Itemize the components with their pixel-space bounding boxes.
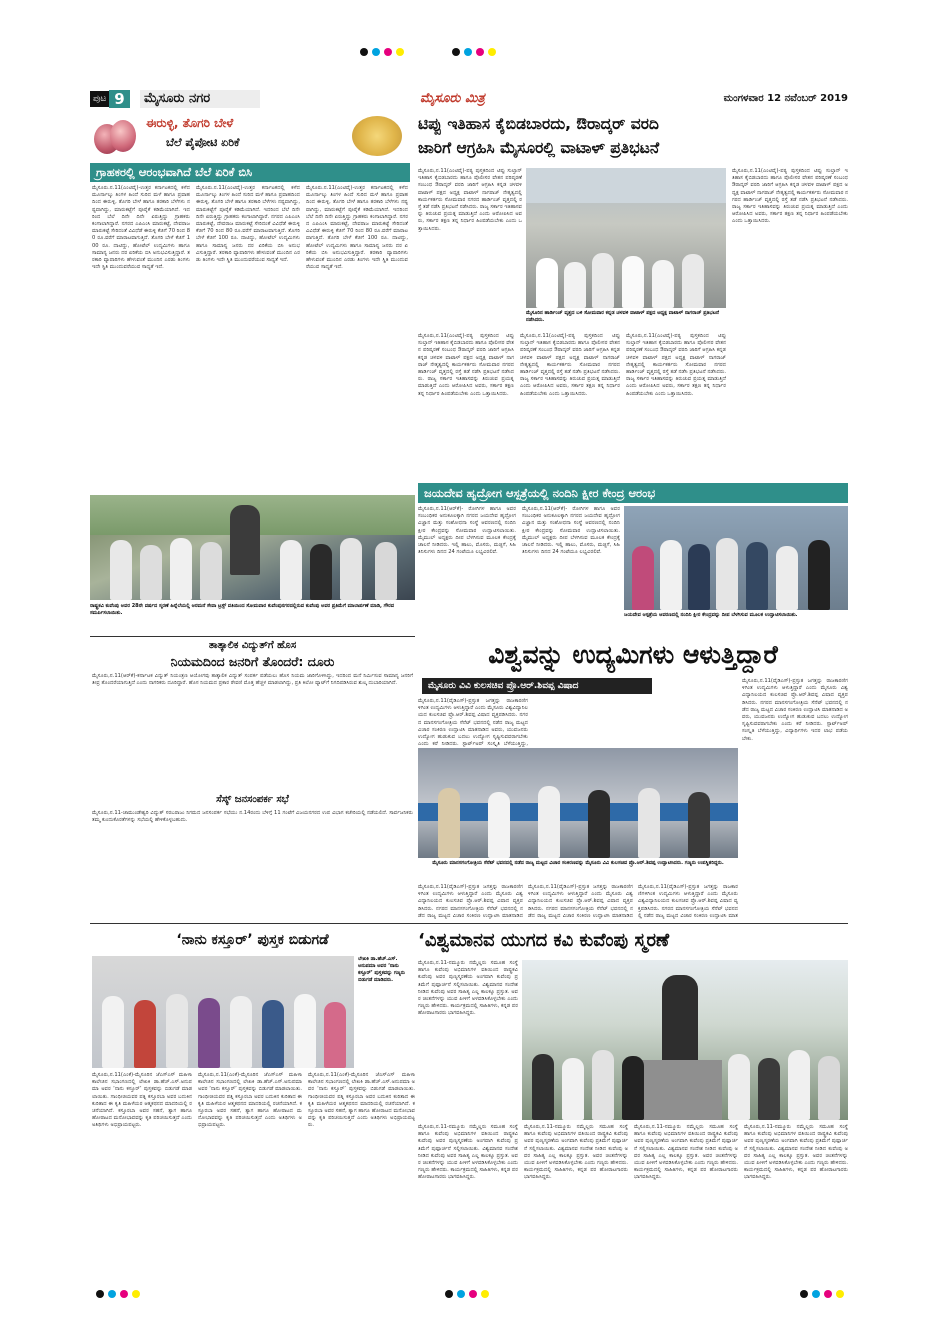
kuvempu-body-col4: ಮೈಸೂರು,ನ.11-ನಮ್ಮೂರು ನಮ್ಮೆಲ್ಲರು ಸಮೂಹ ಸಂಸ್ಥೆ ಹಾಗೂ ಕುವೆಂಪು ಅಭಿಮಾನಿಗಳ ವತಿಯಿಂದ ರಾಷ್ಟ್ರಕವಿ ಕುವೆಂಪು ಅವರ ಪುಣ್ಯಸ್ಮರಣೆಯ ಅಂಗವಾಗಿ ಕುವೆಂಪು ಪ್ರತಿಮೆಗೆ ಪುಷ್ಪಾರ್ಚನೆ ಸಲ್ಲಿಸಲಾಯಿತು. ವಿಶ್ವಮಾನವ ಸಂದೇಶ ನೀಡಿದ ಕುವೆಂಪು ಅವರ ಸಾಹಿತ್ಯ ಎಲ್ಲ ಕಾಲಕ್ಕೂ ಪ್ರಸ್ತುತ. ಅವರ ಚಿಂತನೆಗಳನ್ನು ಯುವ ಪೀಳಿಗೆ ಅಳವಡಿಸಿಕೊಳ್ಳಬೇಕು ಎಂದು ಗಣ್ಯರು ಹೇಳಿದರು. ಕಾರ್ಯಕ್ರಮದಲ್ಲಿ ಸಾಹಿತಿಗಳು, ಕನ್ನಡ ಪರ ಹೋರಾಟಗಾರರು ಭಾಗವಹಿಸಿದ್ದರು.	[634, 1124, 738, 1181]
kuvempu-tribute-photo	[90, 495, 415, 600]
divider	[90, 923, 848, 924]
jayadeva-body-col1: ಮೈಸೂರು,ನ.11(ಆರ್‌ಕೆ)- ರೋಗಿಗಳ ಹಾಗೂ ಅವರ ಸಂಬಂಧಿಕರ ಅನುಕೂಲಕ್ಕಾಗಿ ನಗರದ ಜಯದೇವ ಹೃದ್ರೋಗ ವಿಜ್ಞಾನ ಮತ್ತು ಸಂಶೋಧನಾ ಸಂಸ್ಥೆ ಆವರಣದಲ್ಲಿ ನಂದಿನಿ ಕ್ಷೀರ ಕೇಂದ್ರವನ್ನು ಸೋಮವಾರ ಉದ್ಘಾಟಿಸಲಾಯಿತು. ಮೈಮುಲ್ ಅಧ್ಯಕ್ಷರು ದೀಪ ಬೆಳಗಿಸುವ ಮೂಲಕ ಕೇಂದ್ರಕ್ಕೆ ಚಾಲನೆ ನೀಡಿದರು. ಇಲ್ಲಿ ಹಾಲು, ಮೊಸರು, ಮಜ್ಜಿಗೆ, ಸಿಹಿ ತಿನಿಸುಗಳು ದಿನದ 24 ಗಂಟೆಯೂ ಲಭ್ಯವಿರಲಿವೆ.	[418, 506, 516, 556]
tipu-headline-line1: ಟಿಪ್ಪು ಇತಿಹಾಸ ಕೈಬಿಡಬಾರದು, ಔರಾದ್ಕರ್ ವರದಿ	[418, 115, 659, 133]
jayadeva-headline: ಜಯದೇವ ಹೃದ್ರೋಗ ಆಸ್ಪತ್ರೆಯಲ್ಲಿ ನಂದಿನಿ ಕ್ಷೀರ ಕೇಂದ್ರ ಆರಂಭ	[418, 483, 848, 503]
entrepreneurs-body-col2: ಮೈಸೂರು,ನ.11(ವೈಡಿಎಸ್)-ಪ್ರಸ್ತುತ ಜಗತ್ತನ್ನು ರಾಜಕಾರಣಿಗಳಿಗಿಂತ ಉದ್ಯಮಿಗಳು ಆಳುತ್ತಿದ್ದಾರೆ ಎಂದು ಮೈಸೂರು ವಿಶ್ವವಿದ್ಯಾನಿಲಯದ ಕುಲಸಚಿವ ಪ್ರೊ.ಆರ್.ಶಿವಪ್ಪ ವಿಷಾದ ವ್ಯಕ್ತಪಡಿಸಿದರು. ನಗರದ ಮಾನಸಗಂಗೋತ್ರಿಯ ಸೆನೆಟ್ ಭವನದಲ್ಲಿ ನಡೆದ ರಾಜ್ಯ ಮಟ್ಟದ ವಿಚಾರ ಸಂಕಿರಣ ಉದ್ಘಾಟಿಸಿ ಮಾತನಾಡಿದ ಅವರು, ಯುವಜನರು ಉದ್ಯೋಗ ಹುಡುಕುವ ಬದಲು ಉದ್ಯೋಗ ಸೃಷ್ಟಿಸುವವರಾಗಬೇಕು ಎಂದು ಕರೆ ನೀಡಿದರು. ಸ್ಟಾರ್ಟ್‌ಅಪ್ ಸಂಸ್ಕೃತಿ ಬೆಳೆಯುತ್ತಿದ್ದು, ವಿದ್ಯಾರ್ಥಿಗಳು ಇದರ ಲಾಭ ಪಡೆಯಬೇಕು.	[742, 678, 848, 742]
power-subhead: ಸೆಸ್ಕ್ ಜನಸಂಪರ್ಕ ಸಭೆ	[216, 794, 289, 805]
tipu-body-col1: ಮೈಸೂರು,ನ.11(ಎಂಟಿವೈ)-ಪಠ್ಯ ಪುಸ್ತಕದಿಂದ ಟಿಪ್ಪು ಸುಲ್ತಾನ್ ಇತಿಹಾಸ ಕೈಬಿಡಬಾರದು ಹಾಗೂ ಪೊಲೀಸರ ವೇತನ ಪರಿಷ್ಕರಣೆ ಸಂಬಂಧ ಔರಾದ್ಕರ್ ವರದಿ ಜಾರಿಗೆ ಆಗ್ರಹಿಸಿ ಕನ್ನಡ ಚಳವಳಿ ವಾಟಾಳ್ ಪಕ್ಷದ ಅಧ್ಯಕ್ಷ ವಾಟಾಳ್ ನಾಗರಾಜ್ ನೇತೃತ್ವದಲ್ಲಿ ಕಾರ್ಯಕರ್ತರು ಸೋಮವಾರ ನಗರದ ಹಾರ್ಡಿಂಜ್ ವೃತ್ತದಲ್ಲಿ ರಸ್ತೆ ತಡೆ ನಡೆಸಿ ಪ್ರತಿಭಟನೆ ನಡೆಸಿದರು. ರಾಜ್ಯ ಸರ್ಕಾರ ಇತಿಹಾಸವನ್ನು ತಿರುಚುವ ಪ್ರಯತ್ನ ಮಾಡುತ್ತಿದೆ ಎಂದು ಆರೋಪಿಸಿದ ಅವರು, ಸರ್ಕಾರ ತಕ್ಷಣ ತನ್ನ ನಿರ್ಧಾರ ಹಿಂಪಡೆಯಬೇಕು ಎಂದು ಒತ್ತಾಯಿಸಿದರು.	[418, 168, 522, 232]
nandini-caption: ಜಯದೇವ ಆಸ್ಪತ್ರೆಯ ಆವರಣದಲ್ಲಿ ನಂದಿನಿ ಕ್ಷೀರ ಕೇಂದ್ರವನ್ನು ದೀಪ ಬೆಳಗಿಸುವ ಮೂಲಕ ಉದ್ಘಾಟಿಸಲಾಯಿತು.	[624, 612, 798, 618]
prices-body-col2: ಮೈಸೂರು.ನ.11(ಎಂಟಿವೈ)-ಉತ್ತರ ಕರ್ನಾಟಕದಲ್ಲಿ ಕಳೆದ ಮೂರ್ನಾಲ್ಕು ತಿಂಗಳ ಹಿಂದೆ ಸುರಿದ ಮಳೆ ಹಾಗೂ ಪ್ರವಾಹದಿಂದ ಈರುಳ್ಳಿ, ತೊಗರಿ ಬೇಳೆ ಹಾಗೂ ತರಕಾರಿ ಬೆಳೆಗಳು ನಷ್ಟವಾಗಿದ್ದು, ಮಾರುಕಟ್ಟೆಗೆ ಪೂರೈಕೆ ಕಡಿಮೆಯಾಗಿದೆ. ಇದರಿಂದ ಬೆಲೆ ದಿನೇ ದಿನೇ ಏರುತ್ತಿದ್ದು ಗ್ರಾಹಕರು ಕಂಗಾಲಾಗಿದ್ದಾರೆ. ನಗರದ ಎಪಿಎಂಸಿ ಮಾರುಕಟ್ಟೆ, ದೇವರಾಜ ಮಾರುಕಟ್ಟೆ ಸೇರಿದಂತೆ ವಿವಿಧೆಡೆ ಈರುಳ್ಳಿ ಕೆಜಿಗೆ 70 ರಿಂದ 80 ರೂ.ವರೆಗೆ ಮಾರಾಟವಾಗುತ್ತಿದೆ. ತೊಗರಿ ಬೇಳೆ ಕೆಜಿಗೆ 100 ರೂ. ದಾಟಿದ್ದು, ಹೋಟೆಲ್ ಉದ್ಯಮಿಗಳು ಹಾಗೂ ಸಾಮಾನ್ಯ ಜನರು ದರ ಏರಿಕೆಯ ಬಿಸಿ ಅನುಭವಿಸುತ್ತಿದ್ದಾರೆ. ತರಕಾರಿ ವ್ಯಾಪಾರಿಗಳು ಹೇಳುವಂತೆ ಮುಂದಿನ ಎರಡು ತಿಂಗಳು ಇದೇ ಸ್ಥಿತಿ ಮುಂದುವರೆಯುವ ಸಾಧ್ಯತೆ ಇದೆ.	[196, 185, 300, 264]
section-title: ಮೈಸೂರು ನಗರ	[140, 90, 260, 108]
reg-cyan	[108, 1290, 116, 1298]
reg-black	[96, 1290, 104, 1298]
reg-cyan	[372, 48, 380, 56]
reg-magenta	[120, 1290, 128, 1298]
nandini-inauguration-photo	[624, 506, 848, 610]
reg-magenta	[384, 48, 392, 56]
tipu-body-col4: ಮೈಸೂರು,ನ.11(ಎಂಟಿವೈ)-ಪಠ್ಯ ಪುಸ್ತಕದಿಂದ ಟಿಪ್ಪು ಸುಲ್ತಾನ್ ಇತಿಹಾಸ ಕೈಬಿಡಬಾರದು ಹಾಗೂ ಪೊಲೀಸರ ವೇತನ ಪರಿಷ್ಕರಣೆ ಸಂಬಂಧ ಔರಾದ್ಕರ್ ವರದಿ ಜಾರಿಗೆ ಆಗ್ರಹಿಸಿ ಕನ್ನಡ ಚಳವಳಿ ವಾಟಾಳ್ ಪಕ್ಷದ ಅಧ್ಯಕ್ಷ ವಾಟಾಳ್ ನಾಗರಾಜ್ ನೇತೃತ್ವದಲ್ಲಿ ಕಾರ್ಯಕರ್ತರು ಸೋಮವಾರ ನಗರದ ಹಾರ್ಡಿಂಜ್ ವೃತ್ತದಲ್ಲಿ ರಸ್ತೆ ತಡೆ ನಡೆಸಿ ಪ್ರತಿಭಟನೆ ನಡೆಸಿದರು. ರಾಜ್ಯ ಸರ್ಕಾರ ಇತಿಹಾಸವನ್ನು ತಿರುಚುವ ಪ್ರಯತ್ನ ಮಾಡುತ್ತಿದೆ ಎಂದು ಆರೋಪಿಸಿದ ಅವರು, ಸರ್ಕಾರ ತಕ್ಷಣ ತನ್ನ ನಿರ್ಧಾರ ಹಿಂಪಡೆಯಬೇಕು ಎಂದು ಒತ್ತಾಯಿಸಿದರು.	[418, 333, 514, 397]
brand-logo: ಮೈಸೂರು ಮಿತ್ರ	[420, 91, 485, 106]
kuvempu-headline: ‘ವಿಶ್ವಮಾನವ ಯುಗದ ಕವಿ ಕುವೆಂಪು ಸ್ಮರಣೆ	[418, 930, 670, 951]
entrepreneurs-subhead: ಮೈಸೂರು ವಿವಿ ಕುಲಸಚಿವ ಪ್ರೊ.ಆರ್.ಶಿವಪ್ಪ ವಿಷಾದ	[422, 678, 652, 694]
jayadeva-body-col2: ಮೈಸೂರು,ನ.11(ಆರ್‌ಕೆ)- ರೋಗಿಗಳ ಹಾಗೂ ಅವರ ಸಂಬಂಧಿಕರ ಅನುಕೂಲಕ್ಕಾಗಿ ನಗರದ ಜಯದೇವ ಹೃದ್ರೋಗ ವಿಜ್ಞಾನ ಮತ್ತು ಸಂಶೋಧನಾ ಸಂಸ್ಥೆ ಆವರಣದಲ್ಲಿ ನಂದಿನಿ ಕ್ಷೀರ ಕೇಂದ್ರವನ್ನು ಸೋಮವಾರ ಉದ್ಘಾಟಿಸಲಾಯಿತು. ಮೈಮುಲ್ ಅಧ್ಯಕ್ಷರು ದೀಪ ಬೆಳಗಿಸುವ ಮೂಲಕ ಕೇಂದ್ರಕ್ಕೆ ಚಾಲನೆ ನೀಡಿದರು. ಇಲ್ಲಿ ಹಾಲು, ಮೊಸರು, ಮಜ್ಜಿಗೆ, ಸಿಹಿ ತಿನಿಸುಗಳು ದಿನದ 24 ಗಂಟೆಯೂ ಲಭ್ಯವಿರಲಿವೆ.	[522, 506, 620, 556]
book-caption: ಲೇಖಕಿ ಡಾ.ಹೆಚ್.ಎಸ್. ಅನುಪಮಾ ಅವರ ‘ನಾನು ಕಸ್ತೂರ್’ ಪುಸ್ತಕವನ್ನು ಗಣ್ಯರು ಬಿಡುಗಡೆ ಮಾಡಿದರು.	[358, 956, 405, 983]
book-body-col3: ಮೈಸೂರು,ನ.11(ಎಂಕೆ)-ಮೈಸೂರಿನ ಜೆಎಸ್‌ಎಸ್ ಮಹಿಳಾ ಕಾಲೇಜಿನ ಸಭಾಂಗಣದಲ್ಲಿ ಲೇಖಕಿ ಡಾ.ಹೆಚ್.ಎಸ್.ಅನುಪಮಾ ಅವರ ‘ನಾನು ಕಸ್ತೂರ್’ ಪುಸ್ತಕವನ್ನು ಬಿಡುಗಡೆ ಮಾಡಲಾಯಿತು. ಗಾಂಧೀಜಿಯವರ ಪತ್ನಿ ಕಸ್ತೂರಬಾ ಅವರ ಬದುಕಿನ ಕುರಿತಾದ ಈ ಕೃತಿ ಮಹಿಳೆಯರ ಆತ್ಮಕಥನದ ಮಾದರಿಯಲ್ಲಿ ರಚನೆಯಾಗಿದೆ. ಕಸ್ತೂರಬಾ ಅವರ ಸಹನೆ, ತ್ಯಾಗ ಹಾಗೂ ಹೋರಾಟದ ಮನೋಭಾವವನ್ನು ಕೃತಿ ಪರಿಚಯಿಸುತ್ತದೆ ಎಂದು ಅತಿಥಿಗಳು ಅಭಿಪ್ರಾಯಪಟ್ಟರು.	[308, 1072, 415, 1129]
reg-yellow	[481, 1290, 489, 1298]
entrepreneurs-body-col3: ಮೈಸೂರು,ನ.11(ವೈಡಿಎಸ್)-ಪ್ರಸ್ತುತ ಜಗತ್ತನ್ನು ರಾಜಕಾರಣಿಗಳಿಗಿಂತ ಉದ್ಯಮಿಗಳು ಆಳುತ್ತಿದ್ದಾರೆ ಎಂದು ಮೈಸೂರು ವಿಶ್ವವಿದ್ಯಾನಿಲಯದ ಕುಲಸಚಿವ ಪ್ರೊ.ಆರ್.ಶಿವಪ್ಪ ವಿಷಾದ ವ್ಯಕ್ತಪಡಿಸಿದರು. ನಗರದ ಮಾನಸಗಂಗೋತ್ರಿಯ ಸೆನೆಟ್ ಭವನದಲ್ಲಿ ನಡೆದ ರಾಜ್ಯ ಮಟ್ಟದ ವಿಚಾರ ಸಂಕಿರಣ ಉದ್ಘಾಟಿಸಿ ಮಾತನಾಡಿದ	[418, 884, 523, 919]
vatal-protest-caption: ಮೈಸೂರಿನ ಹಾರ್ಡಿಂಜ್ ವೃತ್ತದ ಬಳಿ ಸೋಮವಾರ ಕನ್ನಡ ಚಳವಳಿ ವಾಟಾಳ್ ಪಕ್ಷದ ಅಧ್ಯಕ್ಷ ವಾಟಾಳ್ ನಾಗರಾಜ್ ಪ್ರತಿಭಟನೆ ನಡೆಸಿದರು.	[526, 310, 719, 323]
kuvempu-body-col2: ಮೈಸೂರು,ನ.11-ನಮ್ಮೂರು ನಮ್ಮೆಲ್ಲರು ಸಮೂಹ ಸಂಸ್ಥೆ ಹಾಗೂ ಕುವೆಂಪು ಅಭಿಮಾನಿಗಳ ವತಿಯಿಂದ ರಾಷ್ಟ್ರಕವಿ ಕುವೆಂಪು ಅವರ ಪುಣ್ಯಸ್ಮರಣೆಯ ಅಂಗವಾಗಿ ಕುವೆಂಪು ಪ್ರತಿಮೆಗೆ ಪುಷ್ಪಾರ್ಚನೆ ಸಲ್ಲಿಸಲಾಯಿತು. ವಿಶ್ವಮಾನವ ಸಂದೇಶ ನೀಡಿದ ಕುವೆಂಪು ಅವರ ಸಾಹಿತ್ಯ ಎಲ್ಲ ಕಾಲಕ್ಕೂ ಪ್ರಸ್ತುತ. ಅವರ ಚಿಂತನೆಗಳನ್ನು ಯುವ ಪೀಳಿಗೆ ಅಳವಡಿಸಿಕೊಳ್ಳಬೇಕು ಎಂದು ಗಣ್ಯರು ಹೇಳಿದರು. ಕಾರ್ಯಕ್ರಮದಲ್ಲಿ ಸಾಹಿತಿಗಳು, ಕನ್ನಡ ಪರ ಹೋರಾಟಗಾರರು ಭಾಗವಹಿಸಿದ್ದರು.	[418, 1124, 518, 1181]
lentils-image	[352, 116, 402, 156]
power-body-2: ಮೈಸೂರು,ನ.11-ಚಾಮುಂಡೇಶ್ವರಿ ವಿದ್ಯುತ್ ಸರಬರಾಜು ನಿಗಮದ ಜನಸಂಪರ್ಕ ಸಭೆಯು ನ.14ರಂದು ಬೆಳಿಗ್ಗೆ 11 ಗಂಟೆಗೆ ವಿಜಯನಗರದ ಉಪ ವಿಭಾಗ ಕಚೇರಿಯಲ್ಲಿ ನಡೆಯಲಿದೆ. ಸಾರ್ವಜನಿಕರು ತಮ್ಮ ಕುಂದುಕೊರತೆಗಳನ್ನು ಸಭೆಯಲ್ಲಿ ಹೇಳಿಕೊಳ್ಳಬಹುದು.	[92, 810, 413, 824]
entrepreneurs-body-col4: ಮೈಸೂರು,ನ.11(ವೈಡಿಎಸ್)-ಪ್ರಸ್ತುತ ಜಗತ್ತನ್ನು ರಾಜಕಾರಣಿಗಳಿಗಿಂತ ಉದ್ಯಮಿಗಳು ಆಳುತ್ತಿದ್ದಾರೆ ಎಂದು ಮೈಸೂರು ವಿಶ್ವವಿದ್ಯಾನಿಲಯದ ಕುಲಸಚಿವ ಪ್ರೊ.ಆರ್.ಶಿವಪ್ಪ ವಿಷಾದ ವ್ಯಕ್ತಪಡಿಸಿದರು. ನಗರದ ಮಾನಸಗಂಗೋತ್ರಿಯ ಸೆನೆಟ್ ಭವನದಲ್ಲಿ ನಡೆದ ರಾಜ್ಯ ಮಟ್ಟದ ವಿಚಾರ ಸಂಕಿರಣ ಉದ್ಘಾಟಿಸಿ ಮಾತನಾಡಿದ	[528, 884, 633, 919]
onion-image	[94, 116, 138, 156]
entrepreneurs-headline: ವಿಶ್ವವನ್ನು ಉದ್ಯಮಿಗಳು ಆಳುತ್ತಿದ್ದಾರೆ	[488, 640, 778, 669]
page-number: 9	[109, 90, 129, 108]
power-body: ಮೈಸೂರು,ನ.11(ಆರ್‌ಕೆ)-ಕರ್ನಾಟಕ ವಿದ್ಯುತ್ ನಿಯಂತ್ರಣ ಆಯೋಗವು ತಾತ್ಕಾಲಿಕ ವಿದ್ಯುತ್ ಸಂಪರ್ಕ ಪಡೆಯಲು ಹೊಸ ನಿಯಮ ಜಾರಿಗೊಳಿಸಿದ್ದು, ಇದರಿಂದ ಮನೆ ನಿರ್ಮಿಸುವ ಸಾಮಾನ್ಯ ಜನರಿಗೆ ತೀವ್ರ ತೊಂದರೆಯಾಗುತ್ತಿದೆ ಎಂದು ನಾಗರಿಕರು ದೂರಿದ್ದಾರೆ. ಹೊಸ ನಿಯಮದ ಪ್ರಕಾರ ಠೇವಣಿ ಮೊತ್ತ ಹೆಚ್ಚಳ ಮಾಡಲಾಗಿದ್ದು, ಪ್ರತಿ ಕಿಲೋ ವ್ಯಾಟ್‌ಗೆ ನಿಗದಿಪಡಿಸಿರುವ ಶುಲ್ಕ ದುಬಾರಿಯಾಗಿದೆ.	[92, 673, 413, 687]
promo-banner	[90, 112, 410, 160]
page-badge	[90, 90, 130, 108]
promo-line-1: ಈರುಳ್ಳಿ, ತೊಗರಿ ಬೇಳೆ	[146, 116, 234, 130]
reg-magenta	[476, 48, 484, 56]
reg-yellow	[132, 1290, 140, 1298]
reg-yellow	[488, 48, 496, 56]
book-release-photo	[92, 956, 354, 1068]
reg-yellow	[836, 1290, 844, 1298]
tipu-headline	[418, 112, 848, 164]
reg-black	[452, 48, 460, 56]
book-body-col2: ಮೈಸೂರು,ನ.11(ಎಂಕೆ)-ಮೈಸೂರಿನ ಜೆಎಸ್‌ಎಸ್ ಮಹಿಳಾ ಕಾಲೇಜಿನ ಸಭಾಂಗಣದಲ್ಲಿ ಲೇಖಕಿ ಡಾ.ಹೆಚ್.ಎಸ್.ಅನುಪಮಾ ಅವರ ‘ನಾನು ಕಸ್ತೂರ್’ ಪುಸ್ತಕವನ್ನು ಬಿಡುಗಡೆ ಮಾಡಲಾಯಿತು. ಗಾಂಧೀಜಿಯವರ ಪತ್ನಿ ಕಸ್ತೂರಬಾ ಅವರ ಬದುಕಿನ ಕುರಿತಾದ ಈ ಕೃತಿ ಮಹಿಳೆಯರ ಆತ್ಮಕಥನದ ಮಾದರಿಯಲ್ಲಿ ರಚನೆಯಾಗಿದೆ. ಕಸ್ತೂರಬಾ ಅವರ ಸಹನೆ, ತ್ಯಾಗ ಹಾಗೂ ಹೋರಾಟದ ಮನೋಭಾವವನ್ನು ಕೃತಿ ಪರಿಚಯಿಸುತ್ತದೆ ಎಂದು ಅತಿಥಿಗಳು ಅಭಿಪ್ರಾಯಪಟ್ಟರು.	[198, 1072, 302, 1129]
tipu-headline-line2: ಜಾರಿಗೆ ಆಗ್ರಹಿಸಿ ಮೈಸೂರಲ್ಲಿ ವಾಟಾಳ್ ಪ್ರತಿಭಟನೆ	[418, 139, 660, 157]
kuvempu-body-col5: ಮೈಸೂರು,ನ.11-ನಮ್ಮೂರು ನಮ್ಮೆಲ್ಲರು ಸಮೂಹ ಸಂಸ್ಥೆ ಹಾಗೂ ಕುವೆಂಪು ಅಭಿಮಾನಿಗಳ ವತಿಯಿಂದ ರಾಷ್ಟ್ರಕವಿ ಕುವೆಂಪು ಅವರ ಪುಣ್ಯಸ್ಮರಣೆಯ ಅಂಗವಾಗಿ ಕುವೆಂಪು ಪ್ರತಿಮೆಗೆ ಪುಷ್ಪಾರ್ಚನೆ ಸಲ್ಲಿಸಲಾಯಿತು. ವಿಶ್ವಮಾನವ ಸಂದೇಶ ನೀಡಿದ ಕುವೆಂಪು ಅವರ ಸಾಹಿತ್ಯ ಎಲ್ಲ ಕಾಲಕ್ಕೂ ಪ್ರಸ್ತುತ. ಅವರ ಚಿಂತನೆಗಳನ್ನು ಯುವ ಪೀಳಿಗೆ ಅಳವಡಿಸಿಕೊಳ್ಳಬೇಕು ಎಂದು ಗಣ್ಯರು ಹೇಳಿದರು. ಕಾರ್ಯಕ್ರಮದಲ್ಲಿ ಸಾಹಿತಿಗಳು, ಕನ್ನಡ ಪರ ಹೋರಾಟಗಾರರು ಭಾಗವಹಿಸಿದ್ದರು.	[744, 1124, 848, 1181]
tipu-body-col6: ಮೈಸೂರು,ನ.11(ಎಂಟಿವೈ)-ಪಠ್ಯ ಪುಸ್ತಕದಿಂದ ಟಿಪ್ಪು ಸುಲ್ತಾನ್ ಇತಿಹಾಸ ಕೈಬಿಡಬಾರದು ಹಾಗೂ ಪೊಲೀಸರ ವೇತನ ಪರಿಷ್ಕರಣೆ ಸಂಬಂಧ ಔರಾದ್ಕರ್ ವರದಿ ಜಾರಿಗೆ ಆಗ್ರಹಿಸಿ ಕನ್ನಡ ಚಳವಳಿ ವಾಟಾಳ್ ಪಕ್ಷದ ಅಧ್ಯಕ್ಷ ವಾಟಾಳ್ ನಾಗರಾಜ್ ನೇತೃತ್ವದಲ್ಲಿ ಕಾರ್ಯಕರ್ತರು ಸೋಮವಾರ ನಗರದ ಹಾರ್ಡಿಂಜ್ ವೃತ್ತದಲ್ಲಿ ರಸ್ತೆ ತಡೆ ನಡೆಸಿ ಪ್ರತಿಭಟನೆ ನಡೆಸಿದರು. ರಾಜ್ಯ ಸರ್ಕಾರ ಇತಿಹಾಸವನ್ನು ತಿರುಚುವ ಪ್ರಯತ್ನ ಮಾಡುತ್ತಿದೆ ಎಂದು ಆರೋಪಿಸಿದ ಅವರು, ಸರ್ಕಾರ ತಕ್ಷಣ ತನ್ನ ನಿರ್ಧಾರ ಹಿಂಪಡೆಯಬೇಕು ಎಂದು ಒತ್ತಾಯಿಸಿದರು.	[626, 333, 726, 397]
reg-black	[800, 1290, 808, 1298]
reg-black	[360, 48, 368, 56]
reg-black	[445, 1290, 453, 1298]
page-label: ಪುಟ	[90, 91, 109, 107]
entrepreneurs-body-col1: ಮೈಸೂರು,ನ.11(ವೈಡಿಎಸ್)-ಪ್ರಸ್ತುತ ಜಗತ್ತನ್ನು ರಾಜಕಾರಣಿಗಳಿಗಿಂತ ಉದ್ಯಮಿಗಳು ಆಳುತ್ತಿದ್ದಾರೆ ಎಂದು ಮೈಸೂರು ವಿಶ್ವವಿದ್ಯಾನಿಲಯದ ಕುಲಸಚಿವ ಪ್ರೊ.ಆರ್.ಶಿವಪ್ಪ ವಿಷಾದ ವ್ಯಕ್ತಪಡಿಸಿದರು. ನಗರದ ಮಾನಸಗಂಗೋತ್ರಿಯ ಸೆನೆಟ್ ಭವನದಲ್ಲಿ ನಡೆದ ರಾಜ್ಯ ಮಟ್ಟದ ವಿಚಾರ ಸಂಕಿರಣ ಉದ್ಘಾಟಿಸಿ ಮಾತನಾಡಿದ ಅವರು, ಯುವಜನರು ಉದ್ಯೋಗ ಹುಡುಕುವ ಬದಲು ಉದ್ಯೋಗ ಸೃಷ್ಟಿಸುವವರಾಗಬೇಕು ಎಂದು ಕರೆ ನೀಡಿದರು. ಸ್ಟಾರ್ಟ್‌ಅಪ್ ಸಂಸ್ಕೃತಿ ಬೆಳೆಯುತ್ತಿದ್ದು,	[418, 698, 528, 748]
reg-magenta	[824, 1290, 832, 1298]
power-headline: ನಿಯಮದಿಂದ ಜನರಿಗೆ ತೊಂದರೆ: ದೂರು	[170, 654, 335, 669]
entrepreneurs-body-col5: ಮೈಸೂರು,ನ.11(ವೈಡಿಎಸ್)-ಪ್ರಸ್ತುತ ಜಗತ್ತನ್ನು ರಾಜಕಾರಣಿಗಳಿಗಿಂತ ಉದ್ಯಮಿಗಳು ಆಳುತ್ತಿದ್ದಾರೆ ಎಂದು ಮೈಸೂರು ವಿಶ್ವವಿದ್ಯಾನಿಲಯದ ಕುಲಸಚಿವ ಪ್ರೊ.ಆರ್.ಶಿವಪ್ಪ ವಿಷಾದ ವ್ಯಕ್ತಪಡಿಸಿದರು. ನಗರದ ಮಾನಸಗಂಗೋತ್ರಿಯ ಸೆನೆಟ್ ಭವನದಲ್ಲಿ ನಡೆದ ರಾಜ್ಯ ಮಟ್ಟದ ವಿಚಾರ ಸಂಕಿರಣ ಉದ್ಘಾಟಿಸಿ ಮಾತ	[638, 884, 738, 919]
kuvempu-tribute-caption: ರಾಷ್ಟ್ರಕವಿ ಕುವೆಂಪು ಅವರ 28ನೇ ವರ್ಷದ ಸ್ಮರಣೆ ಹಿನ್ನೆಲೆಯಲ್ಲಿ ಅರಮನೆ ಸೇವಾ ಟ್ರಸ್ಟ್ ವತಿಯಿಂದ ಸೋಮವಾರ ಕುವೆಂಪುನಗರದಲ್ಲಿರುವ ಕುವೆಂಪು ಅವರ ಪ್ರತಿಮೆಗೆ ಮಾಲಾರ್ಪಣೆ ಮಾಡಿ, ಗೌರವ ಸಮರ್ಪಿಸಲಾಯಿತು.	[90, 603, 395, 616]
promo-line-2: ಬೆಲೆ ಪೈಪೋಟಿ ಏರಿಕೆ	[166, 136, 240, 149]
reg-magenta	[469, 1290, 477, 1298]
tipu-body-col3: ಮೈಸೂರು,ನ.11(ಎಂಟಿವೈ)-ಪಠ್ಯ ಪುಸ್ತಕದಿಂದ ಟಿಪ್ಪು ಸುಲ್ತಾನ್ ಇತಿಹಾಸ ಕೈಬಿಡಬಾರದು ಹಾಗೂ ಪೊಲೀಸರ ವೇತನ ಪರಿಷ್ಕರಣೆ ಸಂಬಂಧ ಔರಾದ್ಕರ್ ವರದಿ ಜಾರಿಗೆ ಆಗ್ರಹಿಸಿ ಕನ್ನಡ ಚಳವಳಿ ವಾಟಾಳ್ ಪಕ್ಷದ ಅಧ್ಯಕ್ಷ ವಾಟಾಳ್ ನಾಗರಾಜ್ ನೇತೃತ್ವದಲ್ಲಿ ಕಾರ್ಯಕರ್ತರು ಸೋಮವಾರ ನಗರದ ಹಾರ್ಡಿಂಜ್ ವೃತ್ತದಲ್ಲಿ ರಸ್ತೆ ತಡೆ ನಡೆಸಿ ಪ್ರತಿಭಟನೆ ನಡೆಸಿದರು. ರಾಜ್ಯ ಸರ್ಕಾರ ಇತಿಹಾಸವನ್ನು ತಿರುಚುವ ಪ್ರಯತ್ನ ಮಾಡುತ್ತಿದೆ ಎಂದು ಆರೋಪಿಸಿದ ಅವರು, ಸರ್ಕಾರ ತಕ್ಷಣ ತನ್ನ ನಿರ್ಧಾರ ಹಿಂಪಡೆಯಬೇಕು ಎಂದು ಒತ್ತಾಯಿಸಿದರು.	[732, 168, 848, 225]
reg-cyan	[464, 48, 472, 56]
issue-date: ಮಂಗಳವಾರ 12 ನವೆಂಬರ್ 2019	[723, 93, 848, 104]
divider	[90, 636, 415, 637]
book-body-col1: ಮೈಸೂರು,ನ.11(ಎಂಕೆ)-ಮೈಸೂರಿನ ಜೆಎಸ್‌ಎಸ್ ಮಹಿಳಾ ಕಾಲೇಜಿನ ಸಭಾಂಗಣದಲ್ಲಿ ಲೇಖಕಿ ಡಾ.ಹೆಚ್.ಎಸ್.ಅನುಪಮಾ ಅವರ ‘ನಾನು ಕಸ್ತೂರ್’ ಪುಸ್ತಕವನ್ನು ಬಿಡುಗಡೆ ಮಾಡಲಾಯಿತು. ಗಾಂಧೀಜಿಯವರ ಪತ್ನಿ ಕಸ್ತೂರಬಾ ಅವರ ಬದುಕಿನ ಕುರಿತಾದ ಈ ಕೃತಿ ಮಹಿಳೆಯರ ಆತ್ಮಕಥನದ ಮಾದರಿಯಲ್ಲಿ ರಚನೆಯಾಗಿದೆ. ಕಸ್ತೂರಬಾ ಅವರ ಸಹನೆ, ತ್ಯಾಗ ಹಾಗೂ ಹೋರಾಟದ ಮನೋಭಾವವನ್ನು ಕೃತಿ ಪರಿಚಯಿಸುತ್ತದೆ ಎಂದು ಅತಿಥಿಗಳು ಅಭಿಪ್ರಾಯಪಟ್ಟರು.	[92, 1072, 192, 1129]
seminar-caption: ಮೈಸೂರು ಮಾನಸಗಂಗೋತ್ರಿಯ ಸೆನೆಟ್ ಭವನದಲ್ಲಿ ನಡೆದ ರಾಜ್ಯ ಮಟ್ಟದ ವಿಚಾರ ಸಂಕಿರಣವನ್ನು ಮೈಸೂರು ವಿವಿ ಕುಲಸಚಿವ ಪ್ರೊ.ಆರ್.ಶಿವಪ್ಪ ಉದ್ಘಾಟಿಸಿದರು. ಗಣ್ಯರು ಉಪಸ್ಥಿತರಿದ್ದರು.	[432, 860, 724, 866]
prices-body-col3: ಮೈಸೂರು.ನ.11(ಎಂಟಿವೈ)-ಉತ್ತರ ಕರ್ನಾಟಕದಲ್ಲಿ ಕಳೆದ ಮೂರ್ನಾಲ್ಕು ತಿಂಗಳ ಹಿಂದೆ ಸುರಿದ ಮಳೆ ಹಾಗೂ ಪ್ರವಾಹದಿಂದ ಈರುಳ್ಳಿ, ತೊಗರಿ ಬೇಳೆ ಹಾಗೂ ತರಕಾರಿ ಬೆಳೆಗಳು ನಷ್ಟವಾಗಿದ್ದು, ಮಾರುಕಟ್ಟೆಗೆ ಪೂರೈಕೆ ಕಡಿಮೆಯಾಗಿದೆ. ಇದರಿಂದ ಬೆಲೆ ದಿನೇ ದಿನೇ ಏರುತ್ತಿದ್ದು ಗ್ರಾಹಕರು ಕಂಗಾಲಾಗಿದ್ದಾರೆ. ನಗರದ ಎಪಿಎಂಸಿ ಮಾರುಕಟ್ಟೆ, ದೇವರಾಜ ಮಾರುಕಟ್ಟೆ ಸೇರಿದಂತೆ ವಿವಿಧೆಡೆ ಈರುಳ್ಳಿ ಕೆಜಿಗೆ 70 ರಿಂದ 80 ರೂ.ವರೆಗೆ ಮಾರಾಟವಾಗುತ್ತಿದೆ. ತೊಗರಿ ಬೇಳೆ ಕೆಜಿಗೆ 100 ರೂ. ದಾಟಿದ್ದು, ಹೋಟೆಲ್ ಉದ್ಯಮಿಗಳು ಹಾಗೂ ಸಾಮಾನ್ಯ ಜನರು ದರ ಏರಿಕೆಯ ಬಿಸಿ ಅನುಭವಿಸುತ್ತಿದ್ದಾರೆ. ತರಕಾರಿ ವ್ಯಾಪಾರಿಗಳು ಹೇಳುವಂತೆ ಮುಂದಿನ ಎರಡು ತಿಂಗಳು ಇದೇ ಸ್ಥಿತಿ ಮುಂದುವರೆಯುವ ಸಾಧ್ಯತೆ ಇದೆ.	[306, 185, 408, 271]
masthead	[90, 88, 848, 110]
reg-cyan	[457, 1290, 465, 1298]
newspaper-page	[90, 88, 848, 1288]
vatal-protest-photo	[526, 168, 726, 308]
kuvempu-body-col1: ಮೈಸೂರು,ನ.11-ನಮ್ಮೂರು ನಮ್ಮೆಲ್ಲರು ಸಮೂಹ ಸಂಸ್ಥೆ ಹಾಗೂ ಕುವೆಂಪು ಅಭಿಮಾನಿಗಳ ವತಿಯಿಂದ ರಾಷ್ಟ್ರಕವಿ ಕುವೆಂಪು ಅವರ ಪುಣ್ಯಸ್ಮರಣೆಯ ಅಂಗವಾಗಿ ಕುವೆಂಪು ಪ್ರತಿಮೆಗೆ ಪುಷ್ಪಾರ್ಚನೆ ಸಲ್ಲಿಸಲಾಯಿತು. ವಿಶ್ವಮಾನವ ಸಂದೇಶ ನೀಡಿದ ಕುವೆಂಪು ಅವರ ಸಾಹಿತ್ಯ ಎಲ್ಲ ಕಾಲಕ್ಕೂ ಪ್ರಸ್ತುತ. ಅವರ ಚಿಂತನೆಗಳನ್ನು ಯುವ ಪೀಳಿಗೆ ಅಳವಡಿಸಿಕೊಳ್ಳಬೇಕು ಎಂದು ಗಣ್ಯರು ಹೇಳಿದರು. ಕಾರ್ಯಕ್ರಮದಲ್ಲಿ ಸಾಹಿತಿಗಳು, ಕನ್ನಡ ಪರ ಹೋರಾಟಗಾರರು ಭಾಗವಹಿಸಿದ್ದರು.	[418, 960, 518, 1017]
prices-body-col1: ಮೈಸೂರು.ನ.11(ಎಂಟಿವೈ)-ಉತ್ತರ ಕರ್ನಾಟಕದಲ್ಲಿ ಕಳೆದ ಮೂರ್ನಾಲ್ಕು ತಿಂಗಳ ಹಿಂದೆ ಸುರಿದ ಮಳೆ ಹಾಗೂ ಪ್ರವಾಹದಿಂದ ಈರುಳ್ಳಿ, ತೊಗರಿ ಬೇಳೆ ಹಾಗೂ ತರಕಾರಿ ಬೆಳೆಗಳು ನಷ್ಟವಾಗಿದ್ದು, ಮಾರುಕಟ್ಟೆಗೆ ಪೂರೈಕೆ ಕಡಿಮೆಯಾಗಿದೆ. ಇದರಿಂದ ಬೆಲೆ ದಿನೇ ದಿನೇ ಏರುತ್ತಿದ್ದು ಗ್ರಾಹಕರು ಕಂಗಾಲಾಗಿದ್ದಾರೆ. ನಗರದ ಎಪಿಎಂಸಿ ಮಾರುಕಟ್ಟೆ, ದೇವರಾಜ ಮಾರುಕಟ್ಟೆ ಸೇರಿದಂತೆ ವಿವಿಧೆಡೆ ಈರುಳ್ಳಿ ಕೆಜಿಗೆ 70 ರಿಂದ 80 ರೂ.ವರೆಗೆ ಮಾರಾಟವಾಗುತ್ತಿದೆ. ತೊಗರಿ ಬೇಳೆ ಕೆಜಿಗೆ 100 ರೂ. ದಾಟಿದ್ದು, ಹೋಟೆಲ್ ಉದ್ಯಮಿಗಳು ಹಾಗೂ ಸಾಮಾನ್ಯ ಜನರು ದರ ಏರಿಕೆಯ ಬಿಸಿ ಅನುಭವಿಸುತ್ತಿದ್ದಾರೆ. ತರಕಾರಿ ವ್ಯಾಪಾರಿಗಳು ಹೇಳುವಂತೆ ಮುಂದಿನ ಎರಡು ತಿಂಗಳು ಇದೇ ಸ್ಥಿತಿ ಮುಂದುವರೆಯುವ ಸಾಧ್ಯತೆ ಇದೆ.	[92, 185, 190, 271]
seminar-photo	[418, 748, 738, 858]
tipu-body-col5: ಮೈಸೂರು,ನ.11(ಎಂಟಿವೈ)-ಪಠ್ಯ ಪುಸ್ತಕದಿಂದ ಟಿಪ್ಪು ಸುಲ್ತಾನ್ ಇತಿಹಾಸ ಕೈಬಿಡಬಾರದು ಹಾಗೂ ಪೊಲೀಸರ ವೇತನ ಪರಿಷ್ಕರಣೆ ಸಂಬಂಧ ಔರಾದ್ಕರ್ ವರದಿ ಜಾರಿಗೆ ಆಗ್ರಹಿಸಿ ಕನ್ನಡ ಚಳವಳಿ ವಾಟಾಳ್ ಪಕ್ಷದ ಅಧ್ಯಕ್ಷ ವಾಟಾಳ್ ನಾಗರಾಜ್ ನೇತೃತ್ವದಲ್ಲಿ ಕಾರ್ಯಕರ್ತರು ಸೋಮವಾರ ನಗರದ ಹಾರ್ಡಿಂಜ್ ವೃತ್ತದಲ್ಲಿ ರಸ್ತೆ ತಡೆ ನಡೆಸಿ ಪ್ರತಿಭಟನೆ ನಡೆಸಿದರು. ರಾಜ್ಯ ಸರ್ಕಾರ ಇತಿಹಾಸವನ್ನು ತಿರುಚುವ ಪ್ರಯತ್ನ ಮಾಡುತ್ತಿದೆ ಎಂದು ಆರೋಪಿಸಿದ ಅವರು, ಸರ್ಕಾರ ತಕ್ಷಣ ತನ್ನ ನಿರ್ಧಾರ ಹಿಂಪಡೆಯಬೇಕು ಎಂದು ಒತ್ತಾಯಿಸಿದರು.	[520, 333, 620, 397]
kuvempu-statue-photo	[522, 960, 848, 1120]
book-headline: ‘ನಾನು ಕಸ್ತೂರ್’ ಪುಸ್ತಕ ಬಿಡುಗಡೆ	[176, 932, 329, 948]
prices-headline: ಗ್ರಾಹಕರಲ್ಲಿ ಆರಂಭವಾಗಿದೆ ಬೆಲೆ ಏರಿಕೆ ಬಿಸಿ	[90, 163, 410, 182]
kuvempu-body-col3: ಮೈಸೂರು,ನ.11-ನಮ್ಮೂರು ನಮ್ಮೆಲ್ಲರು ಸಮೂಹ ಸಂಸ್ಥೆ ಹಾಗೂ ಕುವೆಂಪು ಅಭಿಮಾನಿಗಳ ವತಿಯಿಂದ ರಾಷ್ಟ್ರಕವಿ ಕುವೆಂಪು ಅವರ ಪುಣ್ಯಸ್ಮರಣೆಯ ಅಂಗವಾಗಿ ಕುವೆಂಪು ಪ್ರತಿಮೆಗೆ ಪುಷ್ಪಾರ್ಚನೆ ಸಲ್ಲಿಸಲಾಯಿತು. ವಿಶ್ವಮಾನವ ಸಂದೇಶ ನೀಡಿದ ಕುವೆಂಪು ಅವರ ಸಾಹಿತ್ಯ ಎಲ್ಲ ಕಾಲಕ್ಕೂ ಪ್ರಸ್ತುತ. ಅವರ ಚಿಂತನೆಗಳನ್ನು ಯುವ ಪೀಳಿಗೆ ಅಳವಡಿಸಿಕೊಳ್ಳಬೇಕು ಎಂದು ಗಣ್ಯರು ಹೇಳಿದರು. ಕಾರ್ಯಕ್ರಮದಲ್ಲಿ ಸಾಹಿತಿಗಳು, ಕನ್ನಡ ಪರ ಹೋರಾಟಗಾರರು ಭಾಗವಹಿಸಿದ್ದರು.	[524, 1124, 628, 1181]
reg-yellow	[396, 48, 404, 56]
power-kicker: ತಾತ್ಕಾಲಿಕ ವಿದ್ಯುತ್‌ಗೆ ಹೊಸ	[208, 640, 297, 651]
reg-cyan	[812, 1290, 820, 1298]
